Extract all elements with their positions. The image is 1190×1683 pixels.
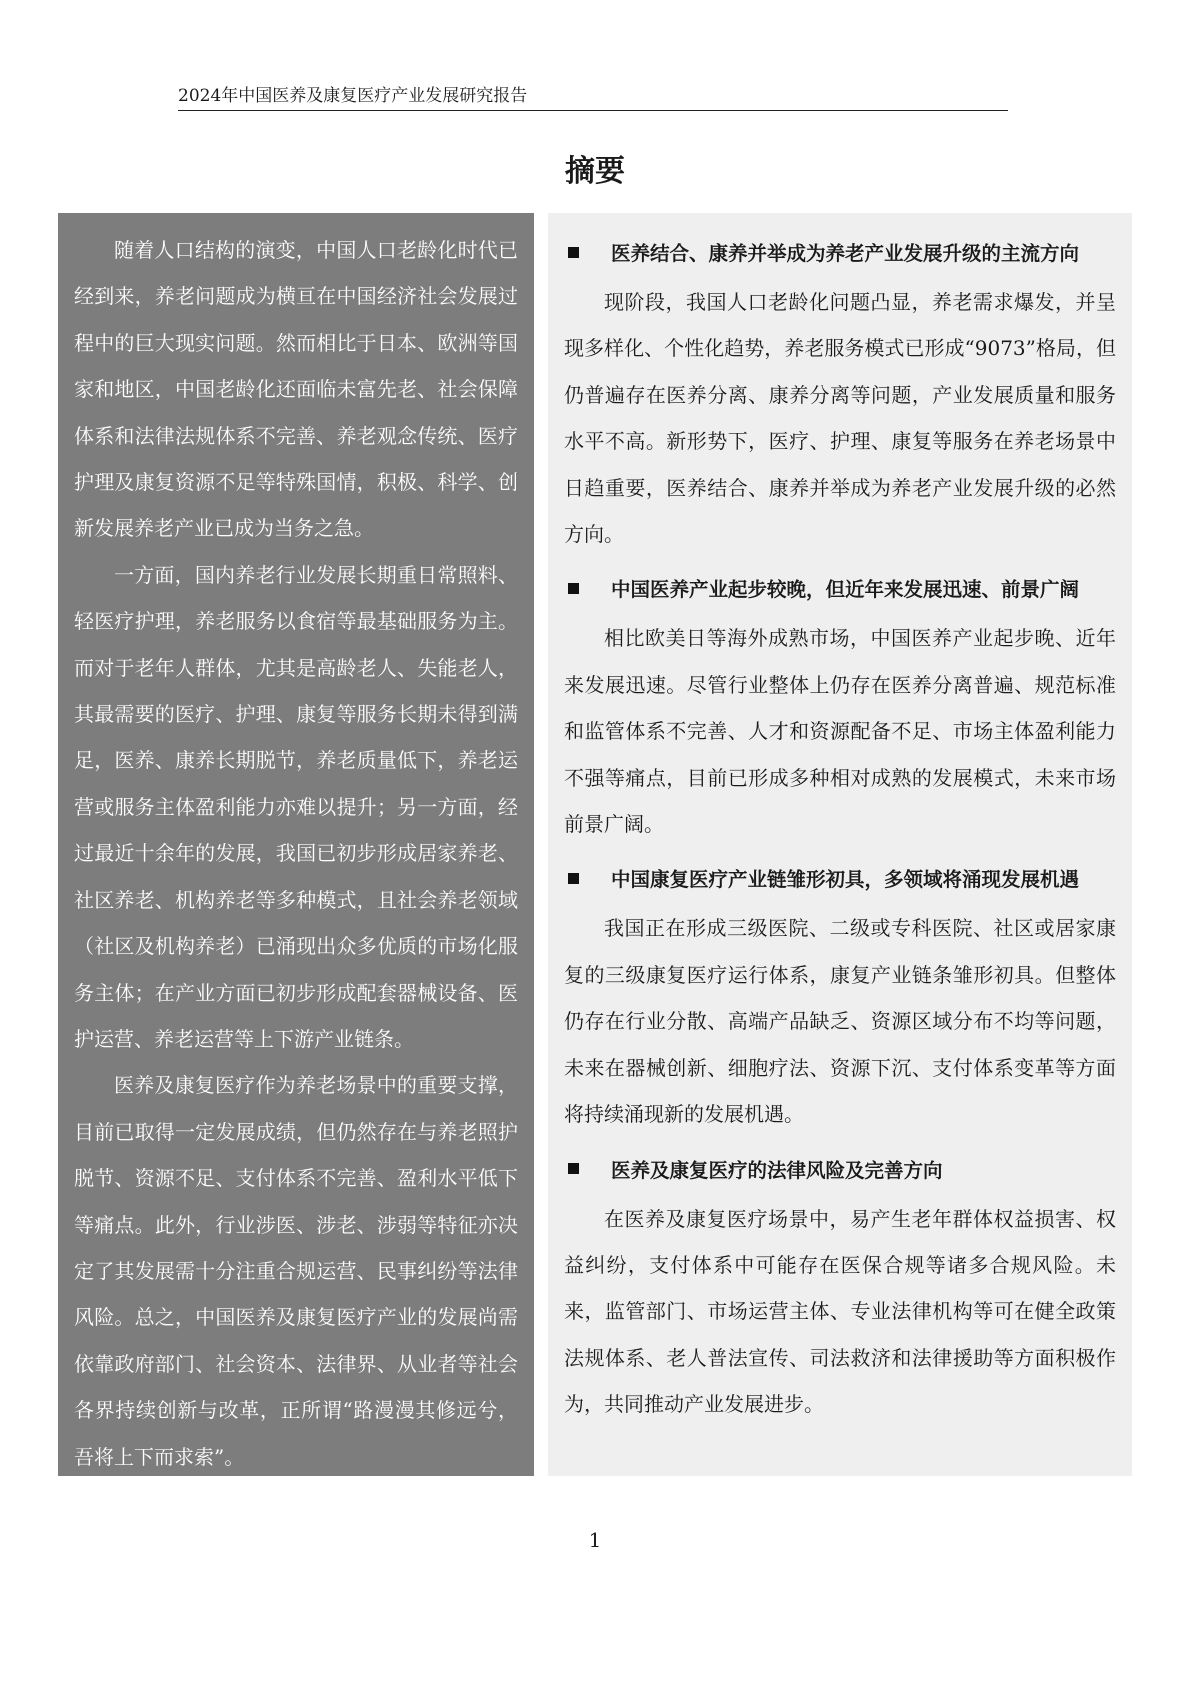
- section-body: 现阶段，我国人口老龄化问题凸显，养老需求爆发，并呈现多样化、个性化趋势，养老服务模式已形成“9073”格局，但仍普遍存在医养分离、康养分离等问题，产业发展质量和服务水平不高。新形势下，医疗、护理、康复等服务在养老场景中日趋重要，医养结合、康养并举成为养老产业发展升级的必然方向。: [564, 290, 1116, 547]
- square-bullet-icon: [568, 873, 579, 884]
- section-heading-text: 中国康复医疗产业链雏形初具，多领域将涌现发展机遇: [611, 868, 1080, 892]
- intro-paragraph: 一方面，国内养老行业发展长期重日常照料、轻医疗护理，养老服务以食宿等最基础服务为主。而对于老年人群体，尤其是高龄老人、失能老人，其最需要的医疗、护理、康复等服务长期未得到满足，医养、康养长期脱节，养老质量低下，养老运营或服务主体盈利能力亦难以提升；另一方面，经过最近十余年的发展，我国已初步形成居家养老、社区养老、机构养老等多种模式，且社会养老领域（社区及机构养老）已涌现出众多优质的市场化服务主体；在产业方面已初步形成配套器械设备、医护运营、养老运营等上下游产业链条。: [74, 562, 518, 1051]
- section-heading-text: 医养结合、康养并举成为养老产业发展升级的主流方向: [611, 242, 1080, 265]
- square-bullet-icon: [568, 583, 579, 594]
- intro-paragraph: 医养及康复医疗作为养老场景中的重要支撑，目前已取得一定发展成绩，但仍然存在与养老照护脱节、资源不足、支付体系不完善、盈利水平低下等痛点。此外，行业涉医、涉老、涉弱等特征亦决定了其发展需十分注重合规运营、民事纠纷等法律风险。总之，中国医养及康复医疗产业的发展尚需依靠政府部门、社会资本、法律界、从业者等社会各界持续创新与改革，正所谓“路漫漫其修远兮，吾将上下而求索”。: [74, 1073, 518, 1469]
- intro-paragraph: 随着人口结构的演变，中国人口老龄化时代已经到来，养老问题成为横亘在中国经济社会发展过程中的巨大现实问题。然而相比于日本、欧洲等国家和地区，中国老龄化还面临未富先老、社会保障体系和法律法规体系不完善、养老观念传统、医疗护理及康复资源不足等特殊国情，积极、科学、创新发展养老产业已成为当务之急。: [74, 238, 518, 541]
- section-heading-text: 医养及康复医疗的法律风险及完善方向: [611, 1158, 943, 1182]
- section-heading-text: 中国医养产业起步较晚，但近年来发展迅速、前景广阔: [611, 578, 1080, 602]
- summary-intro-panel: [58, 213, 534, 1476]
- key-findings-panel: [548, 213, 1132, 1476]
- section-body: 在医养及康复医疗场景中，易产生老年群体权益损害、权益纠纷，支付体系中可能存在医保合规等诸多合规风险。未来，监管部门、市场运营主体、专业法律机构等可在健全政策法规体系、老人普法宣传、司法救济和法律援助等方面积极作为，共同推动产业发展进步。: [564, 1206, 1116, 1417]
- section-heading: [564, 231, 1116, 273]
- page-number: 1: [588, 1528, 602, 1552]
- section-heading: [564, 1148, 1116, 1190]
- section-heading: [564, 567, 1116, 609]
- page-header: 2024年中国医养及康复医疗产业发展研究报告: [178, 84, 1008, 111]
- square-bullet-icon: [568, 1163, 579, 1174]
- square-bullet-icon: [568, 247, 579, 258]
- page-title: 摘要: [565, 154, 625, 189]
- section-heading: [564, 857, 1116, 899]
- section-body: 我国正在形成三级医院、二级或专科医院、社区或居家康复的三级康复医疗运行体系，康复产业链条雏形初具。但整体仍存在行业分散、高端产品缺乏、资源区域分布不均等问题，未来在器械创新、细胞疗法、资源下沉、支付体系变革等方面将持续涌现新的发展机遇。: [564, 916, 1116, 1127]
- section-body: 相比欧美日等海外成熟市场，中国医养产业起步晚、近年来发展迅速。尽管行业整体上仍存在医养分离普遍、规范标准和监管体系不完善、人才和资源配备不足、市场主体盈利能力不强等痛点，目前已形成多种相对成熟的发展模式，未来市场前景广阔。: [564, 626, 1116, 837]
